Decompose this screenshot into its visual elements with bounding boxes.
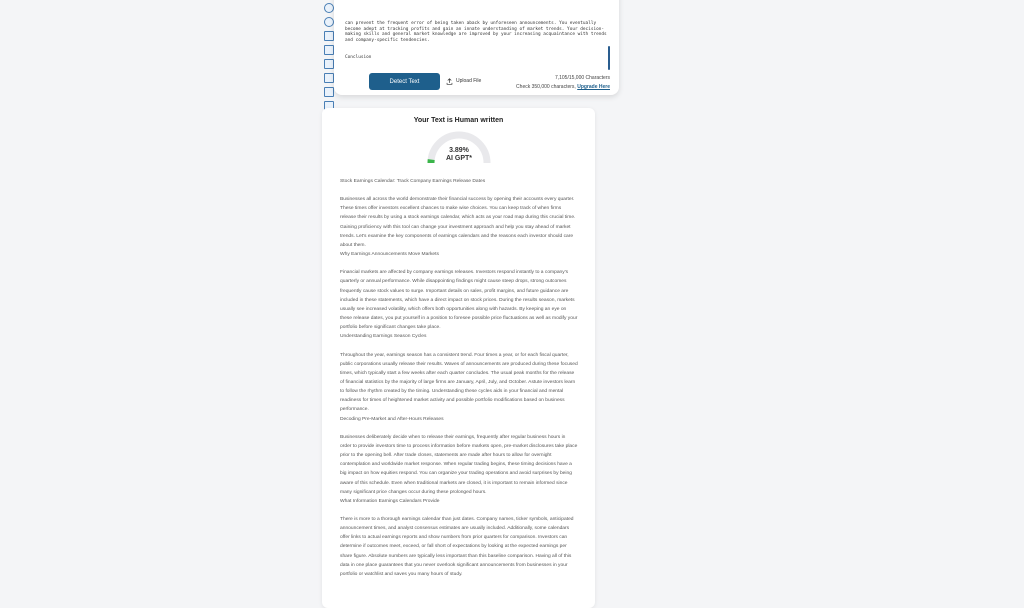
paragraph-gap <box>340 342 578 351</box>
check-limit-text: Check 350,000 characters, <box>516 84 577 90</box>
char-count: 7,105/15,000 Characters <box>500 74 610 83</box>
link-icon[interactable] <box>324 3 334 13</box>
paragraph-gap <box>340 186 578 195</box>
analyzed-paragraph: Throughout the year, earnings season has a consistent trend. Four times a year, or for each fiscal quarter, public corporations usually release their results. Waves of announcements are produced during these focused times, which typically start a few weeks after each quarter concludes. The usual peak months for the release of financial statistics by the majority of large firms are January, April, July, and October. Astute investors learn to follow the rhythm created by the timing. Understanding these cycles aids in your financial and mental readiness for times of heightened market activity and possible portfolio modifications based on business performance. <box>340 351 578 415</box>
analyzed-paragraph: Why Earnings Announcements Move Markets <box>340 250 578 259</box>
analyzed-paragraph: Stock Earnings Calendar: Track Company Earnings Release Dates <box>340 177 578 186</box>
analyzed-paragraph: What Information Earnings Calendars Provide <box>340 497 578 506</box>
detect-text-button[interactable]: Detect Text <box>369 73 440 90</box>
text-input-area[interactable] <box>345 10 607 70</box>
ai-percentage: 3.89% <box>426 147 492 155</box>
document-icon[interactable] <box>324 59 334 69</box>
upload-file-label: Upload File <box>456 78 481 84</box>
document-icon[interactable] <box>324 31 334 41</box>
editor-scrollbar[interactable] <box>608 46 610 70</box>
upgrade-link[interactable]: Upgrade Here <box>577 84 610 90</box>
analyzed-paragraph: Understanding Earnings Season Cycles <box>340 332 578 341</box>
analyzed-paragraph: Businesses deliberately decide when to release their earnings, frequently after regular business hours in order to provide investors time to process information before markets open, pre-market disclosures take place prior to the opening bell. After trade closes, statements are made after hours to allow for overnight contemplation and worldwide market response. When regular trading begins, these timing decisions have a big impact on how equities respond. You can organize your trading operations and avoid surprises by being aware of this schedule. Even when traditional markets are closed, it is important to remain informed since many significant price changes occur during these prolonged hours. <box>340 433 578 497</box>
upgrade-line <box>500 83 610 92</box>
result-title: Your Text is Human written <box>322 117 595 124</box>
document-icon[interactable] <box>324 45 334 55</box>
character-counter <box>500 74 610 92</box>
editor-paragraph: can prevent the frequent error of being taken aback by unforeseen announcements. You eventually become adept at tracking profits and gain an innate understanding of market trends. Your decision-making skills and general market knowledge are improved by your increasing acquaintance with trends and company-specific tendencies. <box>345 21 607 43</box>
analyzed-text <box>340 177 578 579</box>
analyzed-paragraph: Businesses all across the world demonstrate their financial success by opening their accounts every quarter. These times offer investors excellent chances to make wise choices. You can keep track of when firms release their results by using a stock earnings calendar, which acts as your road map during this crucial time. Gaining proficiency with this tool can change your investment approach and help you stay ahead of market trends. Let's examine the key components of earnings calendars and the reasons each investor should care about them. <box>340 195 578 250</box>
upload-icon <box>446 78 453 85</box>
paragraph-gap <box>340 424 578 433</box>
link-icon[interactable] <box>324 17 334 27</box>
ai-gauge-label: AI GPT* <box>426 155 492 163</box>
paragraph-gap <box>340 506 578 515</box>
analyzed-paragraph: Decoding Pre-Market and After-Hours Releases <box>340 415 578 424</box>
result-card <box>322 108 595 608</box>
upload-file-button[interactable] <box>446 75 481 87</box>
analyzed-paragraph: There is more to a thorough earnings calendar than just dates. Company names, ticker symbols, anticipated announcement times, and analyst consensus estimates are usually included. Additionally, some calendars offer links to actual earnings reports and show numbers from prior quarters for comparison. Investors can determine if outcomes meet, exceed, or fall short of expectations by looking at the expected earnings per share figure. Absolute numbers are typically less important than this baseline comparison. Having all of this data in one place guarantees that you never overlook significant announcements from businesses in your portfolio or watchlist and saves you many hours of study. <box>340 515 578 579</box>
image-icon[interactable] <box>324 87 334 97</box>
document-icon[interactable] <box>324 73 334 83</box>
editor-heading: Conclusion <box>345 55 607 61</box>
paragraph-gap <box>340 259 578 268</box>
analyzed-paragraph: Financial markets are affected by company earnings releases. Investors respond instantly to a company's quarterly or annual performance. While disappointing findings might cause steep drops, strong outcomes frequently cause stock values to surge. Important details on sales, profit margins, and future guidance are included in these statements, which have a direct impact on stock prices. During the results season, markets usually see increased volatility, which offers both opportunities along with hazards. By keeping an eye on these release dates, you put yourself in a position to foresee possible price fluctuations as well as modify your portfolio before significant changes take place. <box>340 268 578 332</box>
